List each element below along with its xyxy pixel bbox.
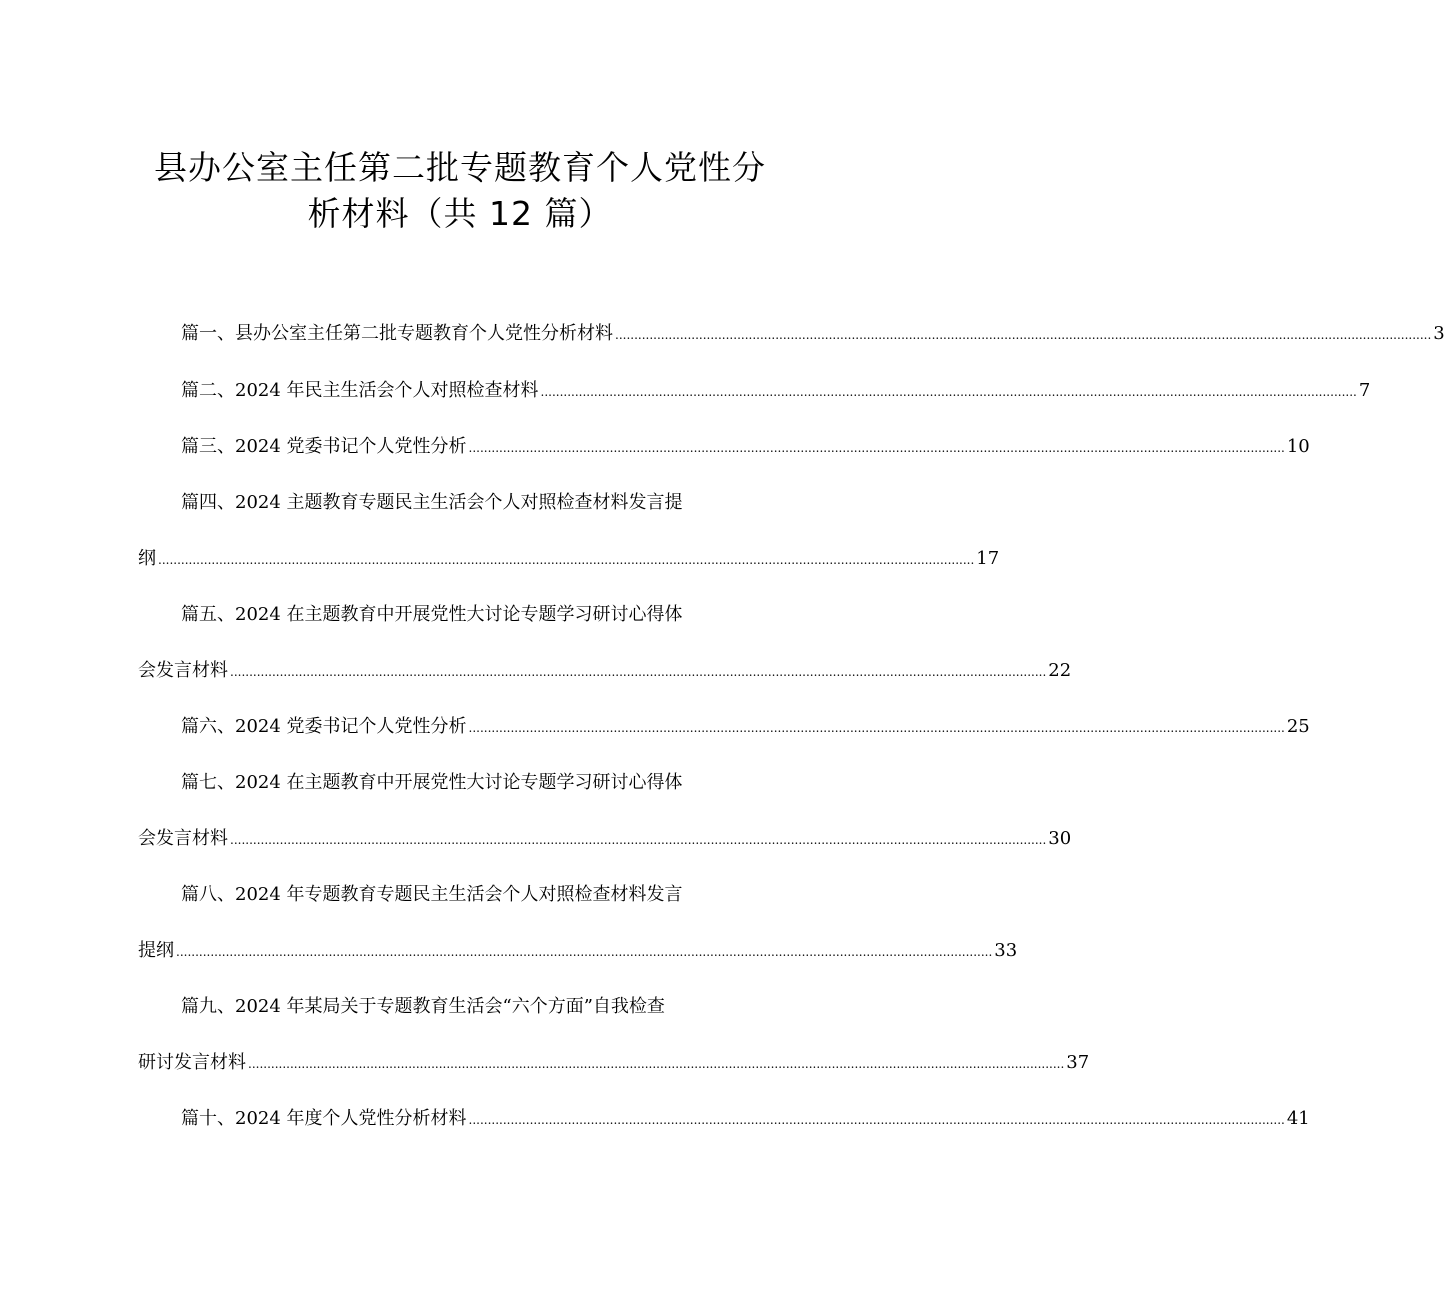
toc-leader-dots: ...................................................................................................................................................................................................................... xyxy=(540,385,1357,399)
toc-entry-continuation: 研讨发言材料 xyxy=(138,1052,246,1073)
toc-page-number: 30 xyxy=(1048,828,1072,849)
toc-entry-6[interactable] xyxy=(181,715,1310,740)
toc-page-number: 25 xyxy=(1286,716,1310,737)
toc-leader-dots: ...................................................................................................................................................................................................................... xyxy=(248,1057,1065,1071)
toc-entry-4-line-1[interactable]: 篇四、2024 主题教育专题民主生活会个人对照检查材料发言提 xyxy=(181,492,683,513)
toc-entry-continuation: 会发言材料 xyxy=(138,660,228,681)
toc-page-number: 3 xyxy=(1433,323,1445,344)
toc-leader-dots: ...................................................................................................................................................................................................................... xyxy=(468,721,1285,735)
toc-entry-1[interactable] xyxy=(181,322,1445,347)
toc-entry-9-line-2[interactable] xyxy=(138,1051,1090,1076)
toc-page-number: 7 xyxy=(1358,380,1371,401)
toc-entry-continuation: 提纲 xyxy=(138,940,174,961)
toc-entry-5-line-1[interactable]: 篇五、2024 在主题教育中开展党性大讨论专题学习研讨心得体 xyxy=(181,604,683,625)
toc-leader-dots: ...................................................................................................................................................................................................................... xyxy=(176,945,993,959)
toc-page-number: 37 xyxy=(1066,1052,1090,1073)
toc-page-number: 41 xyxy=(1286,1108,1310,1129)
toc-entry-5-line-2[interactable] xyxy=(138,659,1072,684)
toc-entry-title: 篇十、2024 年度个人党性分析材料 xyxy=(181,1108,467,1129)
toc-page-number: 33 xyxy=(994,940,1018,961)
toc-entry-10[interactable] xyxy=(181,1107,1310,1132)
toc-entry-title: 篇一、县办公室主任第二批专题教育个人党性分析材料 xyxy=(181,323,613,344)
document-title-line-2: 析材料（共 12 篇） xyxy=(307,194,613,233)
toc-leader-dots: ...................................................................................................................................................................................................................... xyxy=(468,441,1285,455)
toc-entry-7-line-1[interactable]: 篇七、2024 在主题教育中开展党性大讨论专题学习研讨心得体 xyxy=(181,772,683,793)
toc-page-number: 22 xyxy=(1048,660,1072,681)
toc-entry-continuation: 会发言材料 xyxy=(138,828,228,849)
toc-leader-dots: ...................................................................................................................................................................................................................... xyxy=(468,1113,1285,1127)
toc-leader-dots: ...................................................................................................................................................................................................................... xyxy=(230,665,1047,679)
toc-page-number: 17 xyxy=(976,548,1000,569)
toc-entry-title: 篇三、2024 党委书记个人党性分析 xyxy=(181,436,467,457)
toc-entry-title: 篇六、2024 党委书记个人党性分析 xyxy=(181,716,467,737)
toc-entry-8-line-1[interactable]: 篇八、2024 年专题教育专题民主生活会个人对照检查材料发言 xyxy=(181,884,683,905)
toc-leader-dots: ...................................................................................................................................................................................................................... xyxy=(615,328,1432,342)
toc-entry-4-line-2[interactable] xyxy=(138,547,1000,572)
toc-entry-title: 篇二、2024 年民主生活会个人对照检查材料 xyxy=(181,380,539,401)
document-title-line-1: 县办公室主任第二批专题教育个人党性分 xyxy=(154,148,766,187)
toc-entry-3[interactable] xyxy=(181,435,1310,460)
toc-entry-7-line-2[interactable] xyxy=(138,827,1072,852)
toc-entry-8-line-2[interactable] xyxy=(138,939,1018,964)
toc-leader-dots: ...................................................................................................................................................................................................................... xyxy=(158,553,975,567)
toc-entry-continuation: 纲 xyxy=(138,548,156,569)
toc-entry-9-line-1[interactable]: 篇九、2024 年某局关于专题教育生活会“六个方面”自我检查 xyxy=(181,996,665,1017)
toc-entry-2[interactable] xyxy=(181,379,1371,404)
toc-leader-dots: ...................................................................................................................................................................................................................... xyxy=(230,833,1047,847)
toc-page-number: 10 xyxy=(1286,436,1310,457)
